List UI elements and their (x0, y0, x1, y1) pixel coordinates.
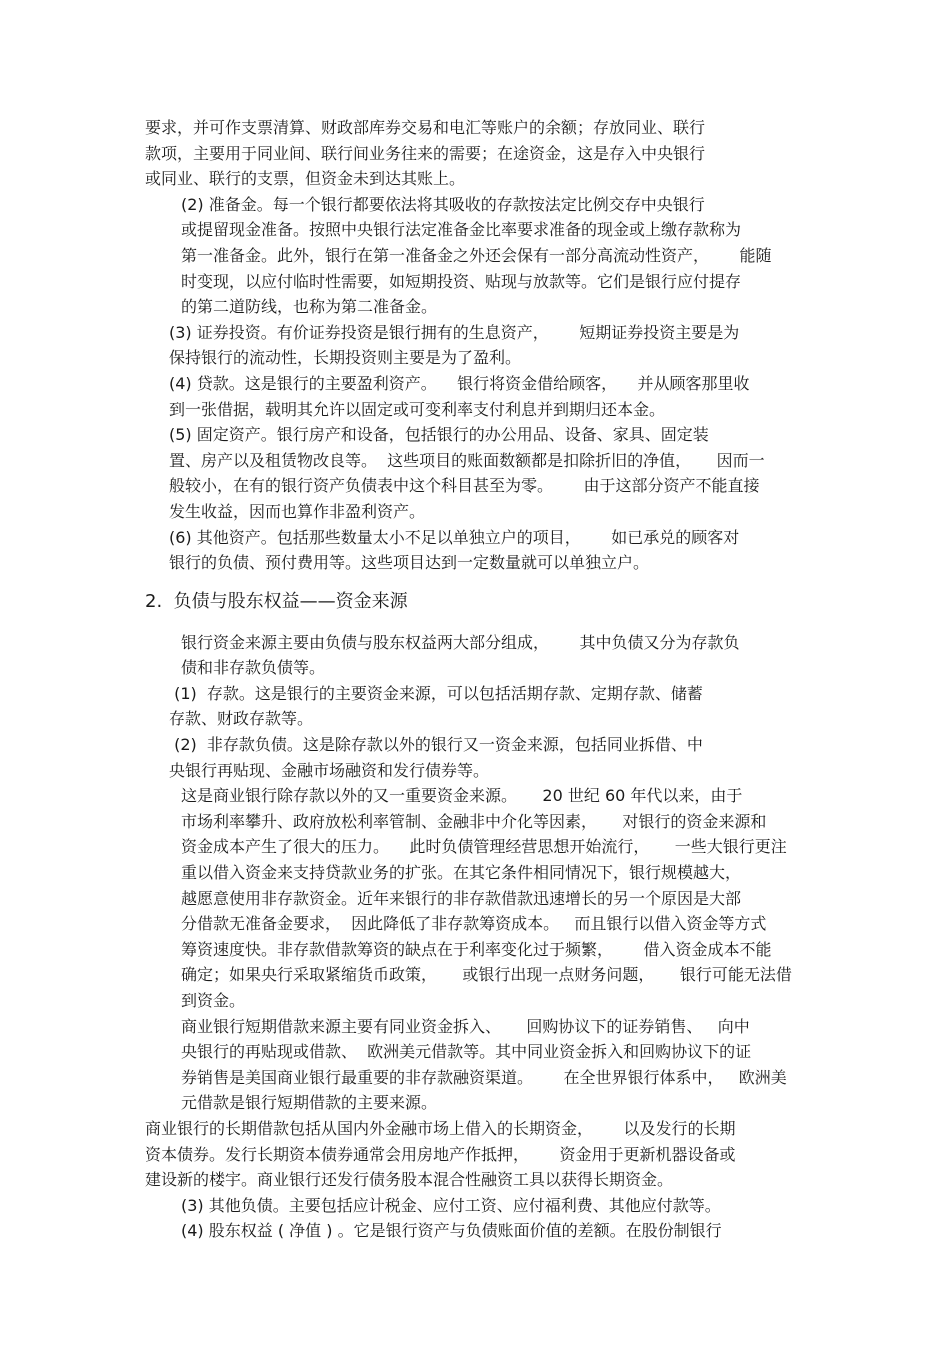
document-body (145, 115, 810, 1244)
paragraph: 商业银行短期借款来源主要有同业资金拆入、 回购协议下的证券销售、 向中 央银行的再贴现或借款、 欧洲美元借款等。其中同业资金拆入和回购协议下的证 券销售是美国商业银行最重要的非存款融资渠道。 在全世界银行体系中， 欧洲美 元借款是银行短期借款的主要来源。 (181, 1016, 787, 1113)
paragraph: 商业银行的长期借款包括从国内外金融市场上借入的长期资金， 以及发行的长期 资本债券。发行长期资本债券通常会用房地产作抵押， 资金用于更新机器设备或 建设新的楼宇。商业银行还发行债务股本混合性融资工具以获得长期资金。 (145, 1118, 736, 1190)
paragraph: (2) 准备金。每一个银行都要依法将其吸收的存款按法定比例交存中央银行 或提留现金准备。按照中央银行法定准备金比率要求准备的现金或上缴存款称为 第一准备金。此外，银行在第一准备金之外还会保有一部分高流动性资产， 能随 时变现，以应付临时性需要，如短期投资、贴现与放款等。它们是银行应付提存 的第二道防线，也称为第二准备金。 (181, 194, 772, 317)
paragraph: 银行资金来源主要由负债与股东权益两大部分组成， 其中负债又分为存款负 债和非存款负债等。 (181, 632, 740, 678)
paragraph: (1) 存款。这是银行的主要资金来源，可以包括活期存款、定期存款、储蓄 存款、财政存款等。 (169, 683, 703, 729)
paragraph: (6) 其他资产。包括那些数量太小不足以单独立户的项目， 如已承兑的顾客对 银行的负债、预付费用等。这些项目达到一定数量就可以单独立户。 (169, 527, 740, 573)
paragraph: (3) 其他负债。主要包括应计税金、应付工资、应付福利费、其他应付款等。 (181, 1195, 721, 1215)
paragraph: (4) 贷款。这是银行的主要盈利资产。 银行将资金借给顾客， 并从顾客那里收 到一张借据，载明其允许以固定或可变利率支付利息并到期归还本金。 (169, 373, 750, 419)
section-heading: 2. 负债与股东权益——资金来源 (145, 590, 408, 612)
paragraph: (3) 证券投资。有价证券投资是银行拥有的生息资产， 短期证券投资主要是为 保持银行的流动性，长期投资则主要是为了盈利。 (169, 322, 740, 368)
paragraph: (2) 非存款负债。这是除存款以外的银行又一资金来源，包括同业拆借、中 央银行再贴现、金融市场融资和发行债券等。 (169, 735, 703, 780)
paragraph: (5) 固定资产。银行房产和设备，包括银行的办公用品、设备、家具、固定装 置、房产以及租赁物改良等。 这些项目的账面数额都是扣除折旧的净值， 因而一 般较小，在有的银行资产负债表中这个科目甚至为零。 由于这部分资产不能直接 发生收益，因而也算作非盈利资产。 (169, 425, 765, 521)
paragraph: 要求，并可作支票清算、财政部库券交易和电汇等账户的余额；存放同业、联行 款项，主要用于同业间、联行间业务往来的需要；在途资金，这是存入中央银行 或同业、联行的支票，但资金未到达其账上。 (145, 118, 706, 189)
paragraph: 这是商业银行除存款以外的又一重要资金来源。 20 世纪 60 年代以来，由于 市场利率攀升、政府放松利率管制、金融非中介化等因素， 对银行的资金来源和 资金成本产生了很大的压力。 此时负债管理经营思想开始流行， 一些大银行更注 重以借入资金来支持贷款业务的扩张。在其它条件相同情况下，银行规模越大， 越愿意使用非存款资金。近年来银行的非存款借款迅速增长的另一个原因是大部 分借款无准备金要求， 因此降低了非存款筹资成本。 而且银行以借入资金等方式 筹资速度快。非存款借款筹资的缺点在于利率变化过于频繁， 借入资金成本不能 确定；如果央行采取紧缩货币政策， 或银行出现一点财务问题， 银行可能无法借 到资金。 (181, 786, 792, 1010)
paragraph: (4) 股东权益 ( 净值 ) 。它是银行资产与负债账面价值的差额。在股份制银行 (181, 1221, 722, 1241)
